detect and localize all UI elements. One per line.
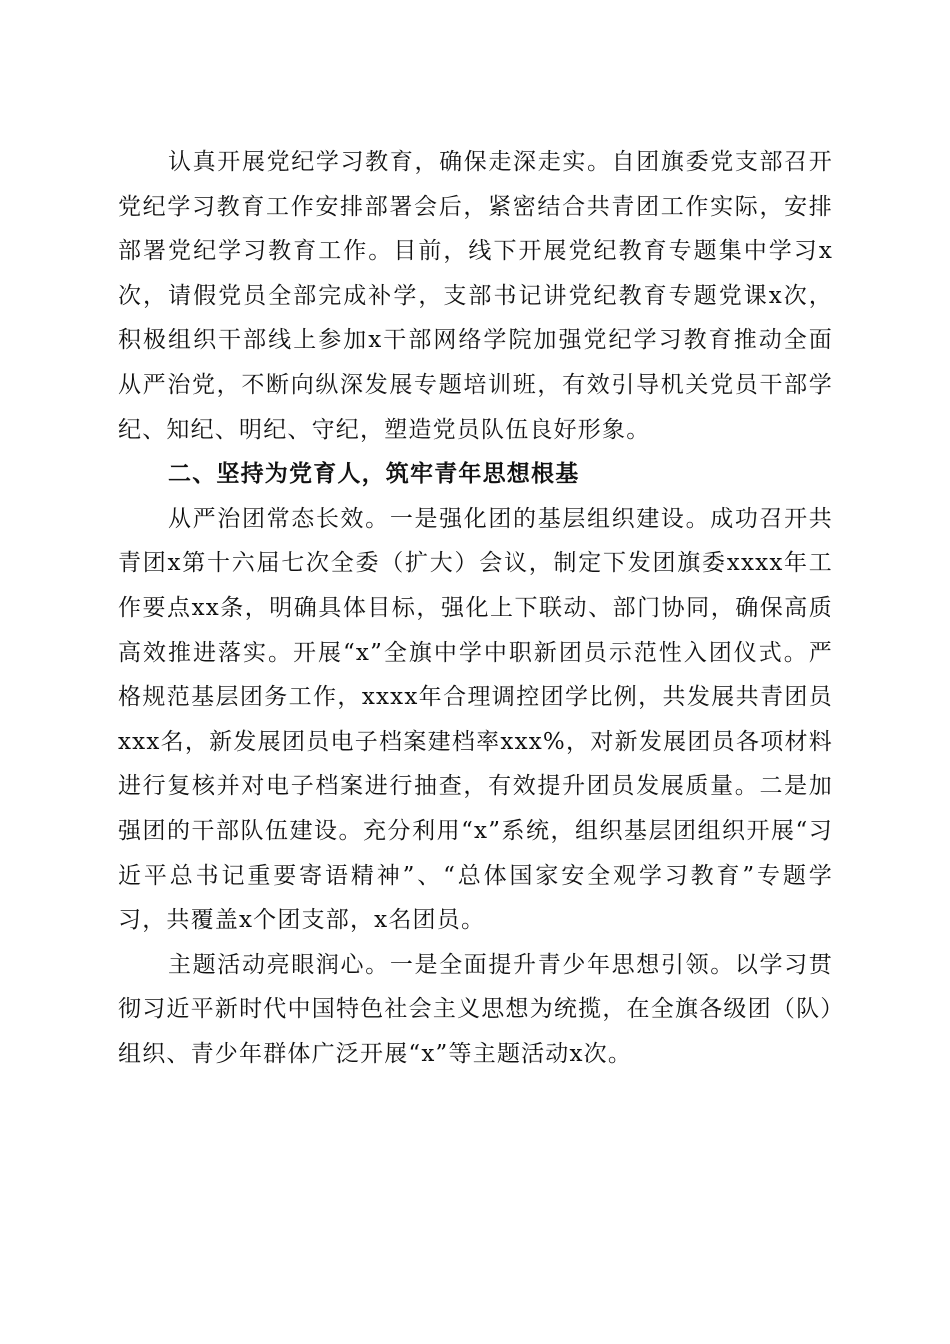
- paragraph-party-discipline-education: 认真开展党纪学习教育，确保走深走实。自团旗委党支部召开党纪学习教育工作安排部署会后，紧密结合共青团工作实际，安排部署党纪学习教育工作。目前，线下开展党纪教育专题集中学习x次，请假党员全部完成补学，支部书记讲党纪教育专题党课x次，积极组织干部线上参加x干部网络学院加强党纪学习教育推动全面从严治党，不断向纵深发展专题培训班，有效引导机关党员干部学纪、知纪、明纪、守纪，塑造党员队伍良好形象。: [118, 149, 833, 443]
- paragraph-theme-activities: 主题活动亮眼润心。一是全面提升青少年思想引领。以学习贯彻习近平新时代中国特色社会主义思想为统揽，在全旗各级团（队）组织、青少年群体广泛开展“x”等主题活动x次。: [118, 951, 833, 1067]
- paragraph-strict-league-governance: 从严治团常态长效。一是强化团的基层组织建设。成功召开共青团x第十六届七次全委（扩大）会议，制定下发团旗委xxxx年工作要点xx条，明确具体目标，强化上下联动、部门协同，确保高质高效推进落实。开展“x”全旗中学中职新团员示范性入团仪式。严格规范基层团务工作，xxxx年合理调控团学比例，共发展共青团员xxx名，新发展团员电子档案建档率xxx%，对新发展团员各项材料进行复核并对电子档案进行抽查，有效提升团员发展质量。二是加强团的干部队伍建设。充分利用“x”系统，组织基层团组织开展“习近平总书记重要寄语精神”、“总体国家安全观学习教育”专题学习，共覆盖x个团支部，x名团员。: [118, 505, 833, 934]
- document-body: [118, 140, 833, 1076]
- section-heading: 二、坚持为党育人，筑牢青年思想根基: [168, 461, 580, 488]
